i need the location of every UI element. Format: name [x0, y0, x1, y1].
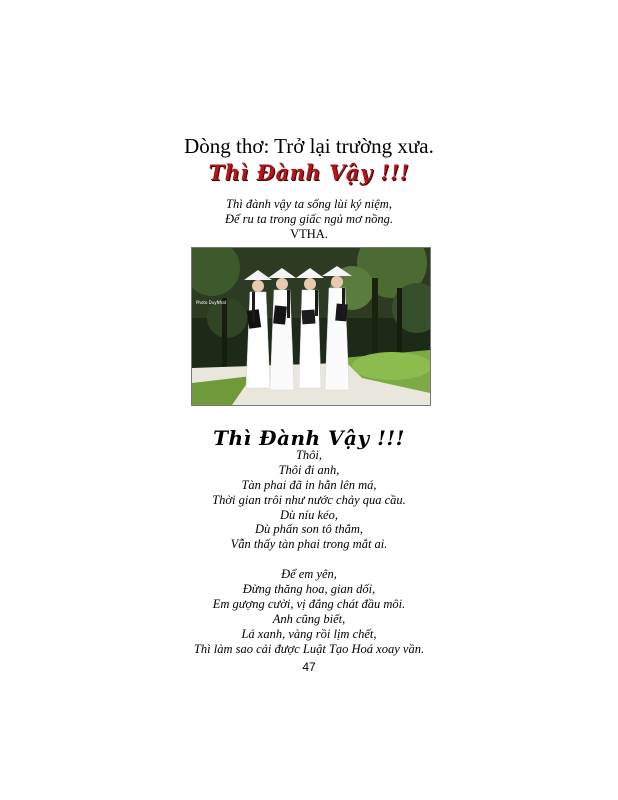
section-heading: Dòng thơ: Trở lại trường xưa.	[184, 134, 434, 158]
poem-title-decorative: Thì Đành Vậy !!!	[208, 160, 410, 185]
poem-line: Vẫn thấy tàn phai trong mắt ai.	[230, 537, 388, 552]
poem-line: Tàn phai đã in hằn lên má,	[241, 477, 377, 492]
poem-line: Để em yên,	[281, 567, 337, 582]
poem-line: Lá xanh, vàng rồi lịm chết,	[241, 626, 377, 641]
poem-stanza-break	[0, 552, 618, 567]
poem-body	[0, 448, 618, 656]
poem-line: Anh cũng biết,	[272, 611, 346, 626]
poem-line: Thôi đi anh,	[278, 462, 340, 477]
poem-line: Đừng thăng hoa, gian dối,	[242, 582, 376, 597]
page-number: 47	[302, 660, 316, 674]
poem-line: Em gượng cười, vị đắng chát đầu môi.	[212, 596, 406, 611]
epigraph-signature: VTHA.	[290, 227, 328, 241]
epigraph-line-2: Để ru ta trong giấc ngủ mơ nồng.	[224, 212, 393, 226]
poem-line: Thì làm sao cải được Luật Tạo Hoá xoay vần.	[193, 641, 425, 656]
poem-line: Dù phấn son tô thắm,	[255, 522, 363, 537]
poem-line: Thời gian trôi như nước chảy qua cầu.	[212, 492, 406, 507]
photo-schoolgirls-ao-dai	[191, 247, 431, 406]
poem-line: Dù níu kéo,	[280, 507, 338, 522]
poem-title: Thì Đành Vậy !!!	[213, 426, 405, 450]
poem-line: Thôi,	[295, 448, 323, 462]
photo-watermark: Photo DuyNhat	[196, 300, 227, 305]
epigraph-line-1: Thì đành vậy ta sống lùi ký niệm,	[226, 197, 392, 211]
epigraph	[0, 197, 618, 242]
